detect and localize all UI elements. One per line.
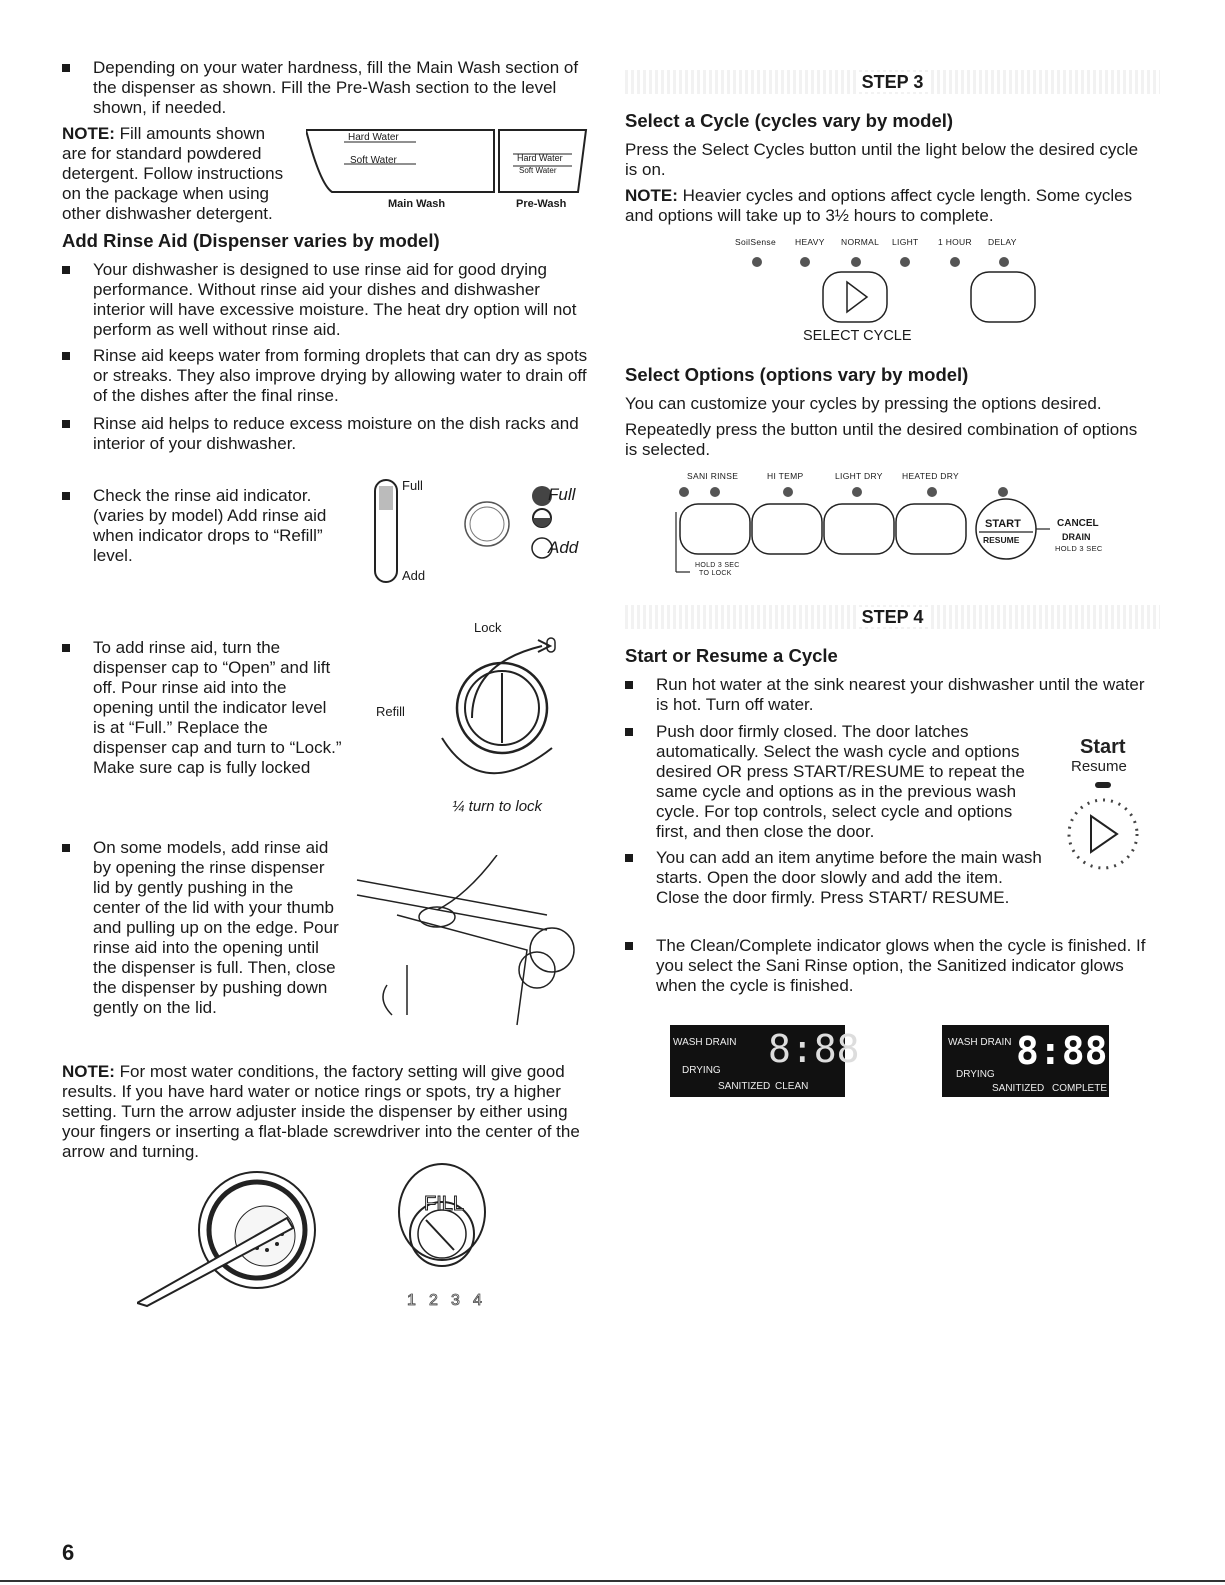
option-heated-dry: HEATED DRY (902, 471, 960, 481)
fill-level-4: 4 (473, 1292, 482, 1309)
bullet-main-wash: Depending on your water hardness, fill the Main Wash section of the dispenser as shown. Fill the Pre-Wash section to the level shown, if needed. (62, 58, 590, 118)
indicator-full-italic: Full (548, 485, 576, 504)
fill-level-1: 1 (407, 1292, 416, 1309)
bullet-close-door: Push door firmly closed. The door latches automatically. Select the wash cycle and options desired OR press START/RESUME to repeat the same cycle and options as in the previous wash cycle. For top controls, select cycle and options first, and then close the door. (625, 722, 1045, 842)
bullet-rinse-droplets: Rinse aid keeps water from forming droplets that can dry as spots or streaks. They also improve drying by allowing water to drain off of the dishes after the final rinse. (62, 346, 590, 406)
select-options-heading: Select Options (options vary by model) (625, 364, 969, 385)
bullet-marker (625, 728, 633, 736)
hard-water-label: Hard Water (348, 132, 399, 143)
start-resume-heading: Start or Resume a Cycle (625, 645, 838, 666)
page-bottom-rule (0, 1580, 1225, 1582)
rinse-lid-illustration (347, 855, 587, 1030)
option-light-dry: LIGHT DRY (835, 471, 883, 481)
note-fill-amounts: NOTE: Fill amounts shown are for standard powdered detergent. Follow instructions on the package when using other dishwasher detergent. (62, 124, 284, 223)
bullet-marker (62, 644, 70, 652)
panel2-sanitized: SANITIZED (992, 1083, 1045, 1094)
bullet-marker (625, 681, 633, 689)
start-option-button: START (985, 518, 1021, 530)
note-factory-setting: NOTE: For most water conditions, the factory setting will give good results. If you have hard water or notice rings or spots, try a higher setting. Turn the arrow adjuster inside the dispenser by either using your fingers or inserting a flat-blade screwdriver into the center of the arrow and turning. (62, 1062, 580, 1161)
pre-wash-label: Pre-Wash (516, 198, 567, 210)
soft-water-label: Soft Water (350, 155, 397, 166)
pre-soft-water-label: Soft Water (519, 166, 557, 175)
resume-option-button: RESUME (983, 535, 1020, 545)
fill-label: FILL (424, 1193, 465, 1215)
cycle-soilsense: SoilSense (735, 237, 776, 247)
cap-lock-label: Lock (474, 620, 502, 635)
display-panel-1 (670, 1025, 860, 1097)
bullet-marker (62, 266, 70, 274)
hold-to-lock-label-2: TO LOCK (699, 570, 732, 577)
panel1-sanitized: SANITIZED (718, 1081, 771, 1092)
bullet-marker (62, 844, 70, 852)
cycle-light: LIGHT (892, 237, 919, 247)
indicator-add-italic: Add (548, 538, 579, 557)
indicator-add-label: Add (402, 568, 426, 583)
cycle-heavy: HEAVY (795, 237, 825, 247)
bullet-marker (625, 854, 633, 862)
bullet-marker (625, 942, 633, 950)
bullet-marker (62, 352, 70, 360)
cycle-delay: DELAY (988, 237, 1017, 247)
panel1-clean: CLEAN (775, 1081, 809, 1092)
start-resume-icon (1055, 778, 1155, 888)
options-text-1: You can customize your cycles by pressing the options desired. (625, 394, 1102, 413)
bullet-add-item: You can add an item anytime before the main wash starts. Open the door slowly and add the item. Close the door firmly. Press START/ RESUME. (625, 848, 1045, 908)
bullet-rinse-moisture: Rinse aid helps to reduce excess moisture on the dish racks and interior of your dishwasher. (62, 414, 590, 454)
bullet-clean-indicator: The Clean/Complete indicator glows when the cycle is finished. If you select the Sani Rinse option, the Sanitized indicator glows when the cycle is finished. (625, 936, 1160, 996)
main-wash-label: Main Wash (388, 198, 446, 210)
bullet-marker (62, 64, 70, 72)
option-hi-temp: HI TEMP (767, 471, 804, 481)
quarter-turn-label: ¼ turn to lock (452, 798, 543, 815)
pre-hard-water-label: Hard Water (517, 153, 563, 163)
panel2-drying: DRYING (956, 1069, 995, 1080)
panel1-wash-drain: WASH DRAIN (673, 1037, 737, 1048)
page-number: 6 (62, 1540, 75, 1565)
bullet-marker (62, 420, 70, 428)
bullet-add-rinse: To add rinse aid, turn the dispenser cap to “Open” and lift off. Pour rinse aid into the opening until the indicator level is at “Full.” Replace the dispenser cap and turn to “Lock.” Make sure cap is fully locked (62, 638, 342, 778)
display-panel-2 (942, 1025, 1109, 1097)
cycle-note: NOTE: Heavier cycles and options affect cycle length. Some cycles and options will take up to 3½ hours to complete. (625, 186, 1133, 225)
select-cycle-heading: Select a Cycle (cycles vary by model) (625, 110, 954, 131)
bullet-open-lid: On some models, add rinse aid by opening the rinse dispenser lid by gently pushing in the center of the lid with your thumb and pulling up on the edge. Pour rinse aid into the opening until the dispenser is full. Then, close the dispenser by pushing down gently on the lid. (62, 838, 342, 1018)
panel1-drying: DRYING (682, 1065, 721, 1076)
bullet-hot-water: Run hot water at the sink nearest your dishwasher until the water is hot. Turn off water. (625, 675, 1145, 715)
option-sani-rinse: SANI RINSE (687, 471, 739, 481)
panel2-digits: 8:88 (1016, 1029, 1108, 1073)
options-text-2: Repeatedly press the button until the desired combination of options is selected. (625, 420, 1138, 459)
cancel-label: CANCEL (1057, 518, 1099, 529)
cycle-1-hour: 1 HOUR (938, 237, 972, 247)
arrow-adjuster-figure (137, 1168, 367, 1308)
bullet-marker (62, 492, 70, 500)
bullet-check-indicator: Check the rinse aid indicator. (varies by model) Add rinse aid when indicator drops to “Refill” level. (62, 486, 352, 566)
cycle-panel-figure (725, 250, 1045, 325)
panel1-digits: 8:88 (768, 1027, 860, 1071)
fill-adjuster-figure (392, 1162, 492, 1297)
rinse-aid-heading: Add Rinse Aid (Dispenser varies by model) (62, 230, 440, 251)
start-word: Start (1080, 736, 1126, 758)
hold-3-sec-label: HOLD 3 SEC (1055, 544, 1103, 553)
select-cycle-text: Press the Select Cycles button until the light below the desired cycle is on. (625, 140, 1139, 179)
cap-refill-label: Refill (376, 704, 405, 719)
fill-level-3: 3 (451, 1292, 460, 1309)
step-4-bar: STEP 4 (625, 605, 1160, 629)
resume-word: Resume (1071, 758, 1127, 775)
fill-level-2: 2 (429, 1292, 438, 1309)
select-cycle-button-label: SELECT CYCLE (803, 328, 912, 344)
panel2-wash-drain: WASH DRAIN (948, 1037, 1012, 1048)
panel2-complete: COMPLETE (1052, 1083, 1108, 1094)
drain-label: DRAIN (1062, 532, 1091, 542)
indicator-full-label: Full (402, 478, 423, 493)
step-3-bar: STEP 3 (625, 70, 1160, 94)
hold-to-lock-label-1: HOLD 3 SEC (695, 562, 740, 569)
cycle-normal: NORMAL (841, 237, 880, 247)
bullet-rinse-purpose: Your dishwasher is designed to use rinse aid for good drying performance. Without rinse aid your dishes and dishwasher interior will have excessive moisture. The heat dry option will not perform as well without rinse aid. (62, 260, 590, 340)
